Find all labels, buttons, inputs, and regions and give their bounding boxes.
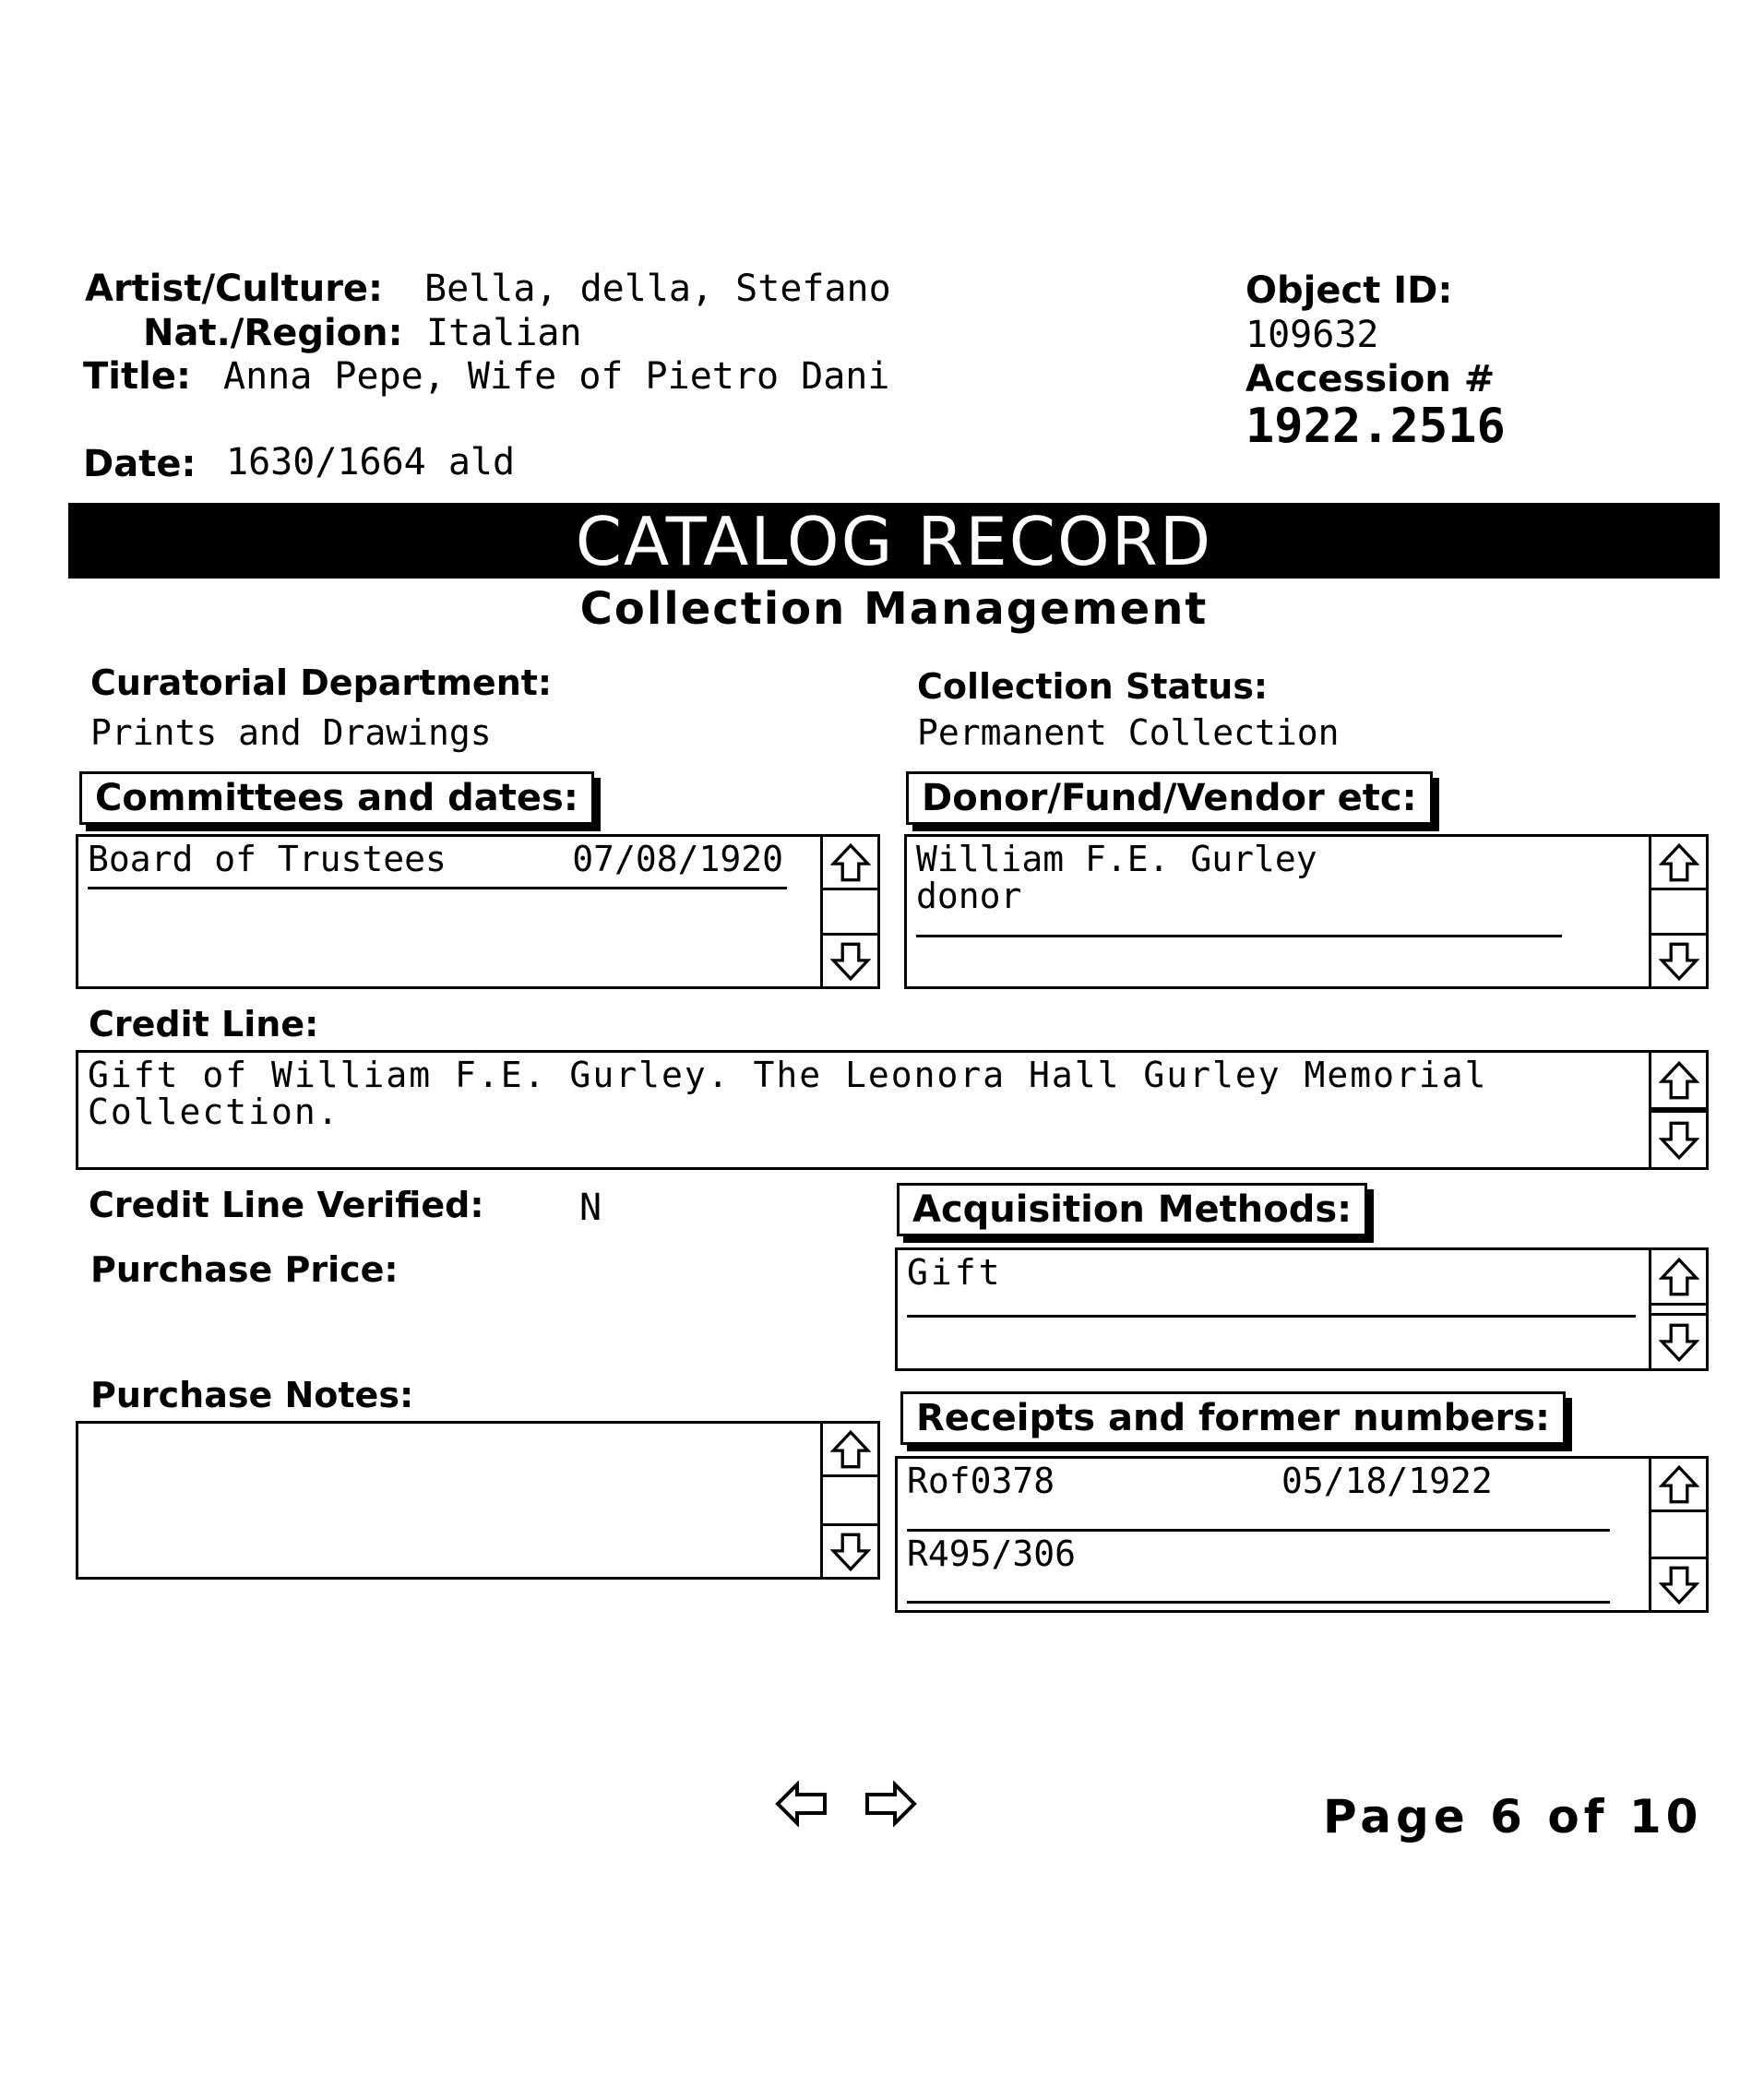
donor-list[interactable] [904,834,1709,989]
date-value: 1630/1664 ald [226,441,516,483]
purchase-notes-scrollbar[interactable] [820,1424,877,1577]
scroll-down-arrow-icon[interactable] [1651,933,1706,986]
credit-line-scrollbar[interactable] [1649,1053,1706,1167]
acquisition-scrollbar[interactable] [1649,1250,1706,1368]
receipt-date: 05/18/1922 [1281,1461,1493,1501]
receipt-row [907,1462,1610,1532]
scroll-down-arrow-icon[interactable] [1651,1557,1706,1610]
scroll-down-arrow-icon[interactable] [823,1523,877,1577]
object-id-label: Object ID: [1245,269,1453,312]
committee-date: 07/08/1920 [572,839,783,879]
scroll-up-arrow-icon[interactable] [823,1424,877,1477]
receipt-row [907,1532,1610,1604]
acquisition-method-item: Gift [907,1254,1636,1318]
donor-tag: Donor/Fund/Vendor etc: [906,771,1433,825]
acquisition-methods-tag: Acquisition Methods: [897,1183,1367,1236]
donor-scrollbar[interactable] [1649,837,1706,986]
scroll-down-arrow-icon[interactable] [1651,1313,1706,1368]
prev-page-arrow-icon[interactable] [775,1781,828,1831]
purchase-price-label: Purchase Price: [90,1249,399,1290]
scroll-up-arrow-icon[interactable] [1651,1250,1706,1306]
accession-value: 1922.2516 [1245,399,1506,454]
donor-name: William F.E. Gurley [916,839,1317,879]
page-subtitle: Collection Management [579,583,1209,635]
credit-line-text-1: Gift of William F.E. Gurley. The Leonora Hall Gurley Memorial [88,1055,1488,1095]
receipts-tag: Receipts and former numbers: [900,1391,1566,1445]
donor-row [916,841,1641,937]
nat-region-value: Italian [426,312,582,354]
scroll-up-arrow-icon[interactable] [1651,1459,1706,1512]
committees-tag: Committees and dates: [79,771,594,825]
catalog-record-banner: CATALOG RECORD [68,503,1720,579]
scroll-down-arrow-icon[interactable] [1651,1110,1706,1167]
title-label: Title: [83,355,191,398]
accession-label: Accession # [1245,358,1496,400]
object-id-value: 109632 [1245,314,1379,356]
committees-list[interactable] [76,834,880,989]
collection-status-value: Permanent Collection [917,712,1340,753]
purchase-notes-field[interactable] [76,1421,880,1580]
scroll-up-arrow-icon[interactable] [1651,1053,1706,1110]
acquisition-methods-list[interactable] [895,1247,1709,1371]
committee-name: Board of Trustees [88,839,447,879]
credit-line-text-2: Collection. [88,1092,340,1132]
credit-line-field[interactable] [76,1050,1709,1170]
receipts-list[interactable] [895,1456,1709,1613]
credit-line-verified-value[interactable]: N [579,1187,602,1229]
scroll-up-arrow-icon[interactable] [823,837,877,890]
page-indicator: Page 6 of 10 [1323,1790,1703,1843]
collection-status-label: Collection Status: [917,666,1269,707]
committees-row [88,841,813,889]
receipt-number: R495/306 [907,1533,1077,1574]
curatorial-department-label: Curatorial Department: [90,662,553,703]
date-label: Date: [83,443,197,485]
credit-line-verified-label: Credit Line Verified: [89,1185,484,1225]
credit-line-label: Credit Line: [89,1004,319,1044]
title-value: Anna Pepe, Wife of Pietro Dani [223,355,890,398]
next-page-arrow-icon[interactable] [864,1781,917,1831]
receipts-scrollbar[interactable] [1649,1459,1706,1610]
receipt-number: Rof0378 [907,1461,1055,1501]
artist-value: Bella, della, Stefano [424,268,891,310]
donor-role: donor [916,876,1022,916]
committees-scrollbar[interactable] [820,837,877,986]
scroll-down-arrow-icon[interactable] [823,933,877,986]
curatorial-department-value: Prints and Drawings [90,712,492,753]
artist-label: Artist/Culture: [85,268,384,310]
purchase-notes-label: Purchase Notes: [90,1375,414,1415]
nat-region-label: Nat./Region: [143,312,403,354]
scroll-up-arrow-icon[interactable] [1651,837,1706,890]
